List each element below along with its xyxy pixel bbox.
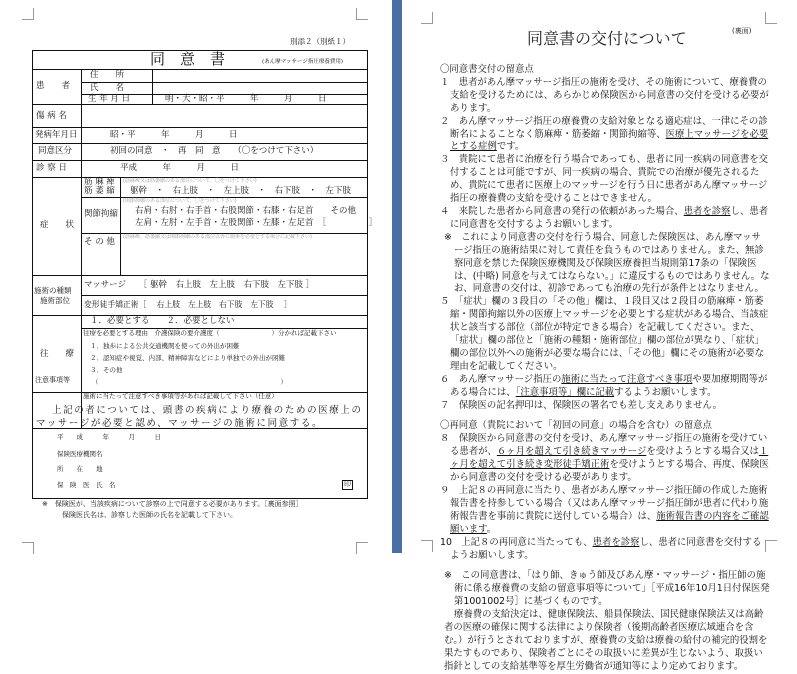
visit-reason-2: ２．認知症や視覚、内部、精神障害などにより単独での外出が困難: [90, 354, 285, 362]
onset-value: 昭・平 年 月 日: [110, 130, 238, 140]
location-label: 所 在 地: [57, 465, 103, 473]
list-item: ４ 来院した患者から同意書の発行の依頼があった場合、患者を診察し、患者に同意書を交付するようお願いします。: [440, 205, 769, 230]
atrophy-label: 筋 萎 縮: [84, 186, 115, 196]
other-label: そ の 他: [84, 237, 115, 247]
institution-label: 保険医療機関名: [57, 450, 103, 458]
massage-value: マッサージ ［ 躯幹 右上肢 左上肢 右下肢 左下肢 ］: [84, 280, 315, 290]
paralysis-value: 躯幹 ・ 右上肢 ・ 左上肢 ・ 右下肢 ・ 左下肢: [130, 186, 352, 196]
other-hint: (筋麻痺、筋萎縮又は関節拘縮のある部位以外に施術を必要とする場合に記載下さい): [123, 234, 312, 240]
note: ※ この同意書は、「はり師、きゅう師及びあん摩・マッサージ・指圧師の施術に係る療養費の支給の留意事項等について」［平成16年10月1日付保医発第1001002号］に基づくものです。: [444, 570, 770, 608]
crop-mark: [22, 542, 34, 554]
note: 療養費の支給決定は、健康保険法、船員保険法、国民健康保険法又は高齢者の医療の確保に関する法律により保険者（後期高齢者医療広域連合を含む。）が行うとされておりますが、療養費の支給は療養の給付の補完的役割を果たすものであり、保険者ごとにその取扱いに差異が生じないよう、取扱い指針としての支給基準等を厚生労働省が通知等により定めております。: [444, 609, 768, 672]
instructions-body: [440, 64, 770, 674]
correction-value: 変形徒手矯正術［ 右上肢 左上肢 右下肢 左下肢 ］: [84, 300, 292, 309]
symptom-label: 症 状: [40, 220, 75, 230]
crop-mark: [356, 8, 368, 20]
visit-reason: 往療を必要とする理由 介護保険の要介護度（ ）分かれば記載下さい: [83, 329, 337, 337]
disease-label: 傷 病 名: [36, 111, 67, 121]
section-heading: 〇同意書交付の留意点: [440, 64, 534, 75]
footnote-2: 保険医氏名は、診察した医師の氏名を記載して下さい。: [62, 511, 237, 519]
name-label: 氏 名: [90, 83, 125, 93]
note: ※ これにより同意書の交付を行う場合、同意した保険医は、あん摩マッサージ指圧の施術結果に対して責任を負うものではありません。また、無診察同意を禁じた保険医療機関及び保険医療養担当規則第17条の「保険医は、(中略) 同意を与えてはならない。」に違反するものではありません。なお、同意書の交付は、初診であっても治療の先行が条件とはなりません。: [444, 231, 770, 295]
list-item: ６ あん摩マッサージ指圧の施術に当たって注意すべき事項や要加療期間等がある場合には、「注意事項等」欄に記載するようお願いします。: [440, 373, 768, 398]
contracture-label: 関節拘縮: [84, 209, 119, 219]
visit-need: １．必要とする ２．必要としない: [90, 316, 235, 326]
list-item: １ 患者があん摩マッサージ指圧の施術を受け、その施術について、療養費の支給を受けるためには、あらかじめ保険医から同意書の交付を受ける必要があります。: [440, 76, 769, 114]
patient-label: 患 者: [36, 81, 71, 91]
seal-box: 印: [344, 480, 351, 488]
consent-type-label: 同意区分: [38, 146, 73, 156]
list-item: ７ 保険医の記名押印は、保険医の署名でも差し支えありません。: [440, 399, 722, 411]
address-label: 住 所: [90, 70, 125, 80]
paralysis-label: 筋 麻 痺: [84, 177, 115, 187]
contracture-right: 右肩・右肘・右手首・右股関節・右膝・右足首 その他: [135, 206, 357, 216]
birth-value: 明・大・昭・平 年 月 日: [165, 94, 327, 104]
crop-mark: [765, 12, 777, 24]
list-item: ３ 貴院にて患者に治療を行う場合であっても、患者に同一疾病の同意書を交付することは可能ですが、同一疾病の場合、貴院での治療が優先されるため、貴院にて患者に医療上のマッサージを行う日に患者があん摩マッサージ指圧の療養費の支給を受けることはできません。: [440, 154, 769, 205]
statement-line-2: マッサージが必要と認め、マッサージの施術に同意する。: [36, 418, 324, 429]
list-item: ２ あん摩マッサージ指圧の療養費の支給対象となる適応症は、一律にその診断名によることなく筋麻痺・筋萎縮・関節拘縮等、医療上マッサージを必要とする症例です。: [440, 115, 769, 153]
notes-label: 注意事項等: [35, 376, 70, 384]
consent-type-value: 初回の同意 ・ 再 同 意 （〇をつけて下さい）: [110, 146, 319, 156]
visit-paren: （ ）: [92, 378, 287, 386]
crop-mark: [356, 542, 368, 554]
exam-date-label: 診 察 日: [36, 163, 67, 173]
treatment-label: 施術の種類: [34, 286, 72, 295]
section-heading: 〇再同意（貴院において「初回の同意」の場合を含む）の留意点: [440, 420, 712, 432]
list-item: 10 上記８の再同意に当たっても、患者を診察し、患者に同意書を交付するようお願いします。: [440, 536, 762, 561]
date-line: 平 成 年 月 日: [57, 433, 161, 441]
form-title: 同 意 書: [150, 50, 226, 68]
exam-date-value: 平成 年 月 日: [120, 163, 240, 173]
paralysis-hint: (筋麻痺又は筋萎縮のある部位について、〇をつけて下さい): [123, 178, 257, 184]
onset-label: 発病年月日: [35, 130, 78, 140]
list-item: ９ 上記８の再同意に当たり、患者があん摩マッサージ指圧師の作成した施術報告書を持参している場合（又はあん摩マッサージ指圧師が患者に代わり施術報告書を事前に貴院に送付している場合）は、施術報告書の内容をご確認願います。: [440, 485, 769, 535]
crop-mark: [765, 540, 777, 552]
visit-reason-3: ３．その他: [90, 366, 123, 374]
visit-reason-1: １．独歩による公共交通機関を使っての外出が困難: [90, 342, 240, 350]
treatment-site-label: 施術部位: [40, 296, 70, 305]
crop-mark: [421, 12, 433, 24]
doctor-label: 保 険 医 氏 名: [57, 481, 116, 489]
footnote-1: ※ 保険医が、当該疾病について診察の上で同意する必要があります。［裏面参照］: [42, 500, 303, 508]
list-item: ５ 「症状」欄の３段目の「その他」欄は、１段目又は２段目の筋麻痺・筋萎縮・関節拘縮以外の医療上マッサージを必要とする症状がある場合、当該症状と該当する部位（部位が特定できる場合）を記載してください。また、「症状」欄の部位と「施術の種類・施術部位」欄の部位が異なり、「症状」欄の部位以外への施術が必要な場合には、「その他」欄にその施術が必要な理由を記載してください。: [440, 296, 769, 372]
notes-hint: 施術に当たって注意すべき事項等があれば記載して下さい（任意）: [83, 392, 278, 400]
page-ref: (裏面): [732, 27, 752, 35]
form-ref: 別添２（別紙１）: [290, 37, 350, 46]
visit-label: 往 療: [40, 349, 75, 359]
contracture-hint: (関節拘縮のある部位について、〇をつけて下さい): [123, 198, 237, 204]
crop-mark: [22, 8, 34, 20]
birth-label: 生 年 月 日: [88, 94, 131, 104]
consent-form-page: [0, 0, 392, 553]
crop-mark: [421, 540, 433, 552]
page-divider: [392, 0, 402, 553]
instructions-page: [402, 0, 797, 672]
contracture-left: 左肩・左肘・左手首・左股関節・左膝・左足首 ［ ］: [135, 218, 378, 228]
page-title: 同意書の交付について: [527, 29, 687, 48]
statement-line-1: 上記の者については、頭書の疾病により療養のための医療上の: [52, 405, 363, 416]
form-subtitle: (あん摩マッサージ指圧療養費用): [262, 59, 343, 65]
list-item: ８ 保険医から同意書の交付を受け、あん摩マッサージ指圧の施術を受けている患者が、６ヶ月を超えて引き続きマッサージを受けようとする場合又は１ヶ月を超えて引き続き変形徒手矯正術を受けようとする場合、再度、保険医から同意書の交付を受ける必要があります。: [440, 433, 769, 484]
